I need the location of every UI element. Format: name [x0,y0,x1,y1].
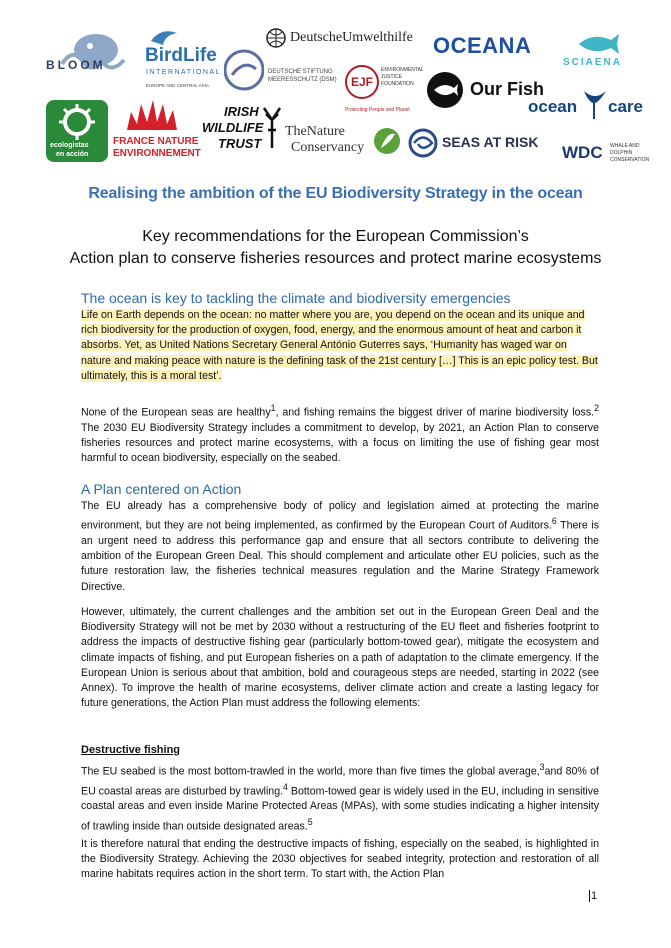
paragraph-destructive-2 [81,837,599,883]
paragraph-ocean-2 [81,401,599,466]
dsm-line-1: DEUTSCHE STIFTUNG [268,69,333,75]
sun-leaf-icon [46,102,108,142]
dsm-logo [224,47,344,97]
swirl-icon [408,128,438,158]
oceancare-word-a: ocean [528,97,578,116]
dsm-wave-icon [224,47,264,93]
section-heading-plan: A Plan centered on Action [81,481,242,497]
ejf-badge [345,65,379,99]
ejf-letters: EJF [350,75,373,89]
wdc-line-3: CONSERVATION [610,157,650,163]
ejf-tagline: Protecting People and Planet [345,107,410,113]
fish-circle-icon [426,71,464,109]
section-heading-ocean: The ocean is key to tackling the climate and biodiversity emergencies [81,290,511,306]
whale-tail-icon [582,87,608,121]
tnc-line-1: TheNature [285,124,345,139]
text-run: and 80% of EU coastal areas are disturbed by trawling. [81,765,599,798]
fne-line-2: ENVIRONNEMENT [113,148,201,159]
iwt-line-2: WILDLIFE [202,120,264,135]
tnc-line-2: Conservancy [291,140,365,155]
fne-line-1: FRANCE NATURE [113,136,199,147]
document-title: Realising the ambition of the EU Biodiversity Strategy in the ocean [88,185,583,202]
oceana-wordmark: OCEANA [433,33,532,58]
ejf-line-2: JUSTICE [381,74,402,80]
text-run: None of the European seas are healthy [81,406,271,419]
iwt-line-3: TRUST [218,136,262,151]
footnote-ref[interactable]: 6 [551,516,557,527]
fish-icon [577,32,621,56]
seasatrisk-wordmark: SEAS AT RISK [442,134,539,150]
oceancare-word-b: care [608,97,643,116]
ejf-logo [345,65,425,117]
birdlife-logo [143,27,221,89]
paragraph-plan-1 [81,499,599,595]
footnote-ref[interactable]: 2 [594,403,600,413]
footnote-ref[interactable]: 5 [307,816,313,827]
text-run: There is an urgent need to address this performance gap and ensure that all sectors contribute to delivering the ambition of the European Green Deal. This should complement and articulate other EU policies, such as the future restoration law, the fisheries technical measures regulation and the Marine Strategy Framework Directive. [81,519,599,593]
birdlife-wordmark: BirdLife [145,45,217,66]
hedgehog-icon [123,98,185,132]
tnc-logo [285,124,403,160]
wdc-line-2: DOLPHIN [610,150,633,156]
bloom-octopus-icon [42,30,130,80]
stag-icon [260,106,284,150]
paragraph-ocean-1-text: Life on Earth depends on the ocean: no matter where you are, you depend on the ocean and its unique and rich biodiversity for the production of oxygen, food, energy, and the enormous amount of heat and carbon it absorbs. Yet, as United Nations Secretary General António Guterres says, ‘Humanity has waged war on nature and making peace with nature is the defining task of the 21st century […] This is an epic policy test. But ultimately, this is a moral test’. [81,309,598,382]
birdlife-subtitle: INTERNATIONAL [146,69,221,76]
text-run: It is therefore natural that ending the destructive impacts of fishing, especially on the seabed, is highlighted in the Biodiversity Strategy. Achieving the 2030 objectives for seabed integrity, protection and restoration of all marine habitats requires action in the short term. To start with, the Action Plan [81,838,599,881]
footnote-ref[interactable]: 4 [283,781,288,792]
wdc-line-1: WHALE AND [610,143,640,149]
footnote-ref[interactable]: 3 [539,762,545,772]
sciaena-wordmark: SCIAENA [563,57,623,68]
bloom-logo [42,30,130,80]
oceana-logo [433,33,553,63]
page-number: 1 [591,890,598,902]
paragraph-plan-2 [81,605,599,711]
text-run: Bottom-towed gear is widely used in the EU, including in sensitive coastal areas and even inside Marine Protected Areas (MPAs), with some studies indicating a higher intensity of trawling inside than outside designated areas. [81,785,599,833]
ejf-line-3: FOUNDATION [381,81,414,87]
ecologistas-line-2: en acción [56,151,89,158]
footnote-ref[interactable]: 1 [270,403,276,413]
iwt-line-1: IRISH [224,104,259,119]
paragraph-destructive-1 [81,760,599,834]
ejf-line-1: ENVIRONMENTAL [381,67,424,73]
text-run: However, ultimately, the current challenges and the ambition set out in the European Green Deal and the Biodiversity Strategy will not be met by 2030 without a restructuring of the EU fleet and fisheries footprint to address the impacts of destructive fishing gear (particularly bottom-towed gear), mitigate the ecosystem and climate impacts of fishing, and put European fisheries on a path of adaptation to the climate emergency. If the European Union is serious about that ambition, bold and courageous steps are needed, starting in 2022 (see Annex). To improve the health of marine ecosystems, deliver climate action and create a lasting legacy for future generations, the Action Plan must address the following elements: [81,606,599,710]
text-run: The EU seabed is the most bottom-trawled in the world, more than five times the global average, [81,765,540,778]
fne-logo [113,98,201,164]
iwt-logo [200,104,284,160]
document-subtitle-line-2: Action plan to conserve fisheries resources and protect marine ecosystems [69,250,602,267]
wdc-wordmark: WDC [562,143,603,162]
subheading-destructive-fishing: Destructive fishing [81,744,181,756]
tnc-leaf-icon [373,126,401,156]
birdlife-region: EUROPE AND CENTRAL ASIA [146,83,209,88]
document-subtitle-line-1: Key recommendations for the European Commission’s [142,228,529,245]
ecologistas-logo [46,100,108,162]
wdc-logo [562,137,652,171]
text-run: , and fishing remains the biggest driver of marine biodiversity loss. [275,406,595,419]
globe-icon [266,28,286,48]
seasatrisk-logo [408,128,548,158]
ourfish-wordmark: Our Fish [470,79,545,99]
sciaena-logo [563,32,635,72]
bird-icon [149,27,179,47]
paragraph-ocean-1 [81,308,599,384]
text-run: The 2030 EU Biodiversity Strategy includes a commitment to develop, by 2021, an Action Plan to conserve fisheries resources and protect marine ecosystems, with a focus on limiting the use of fishing gear most harmful to ocean biodiversity, especially on the seabed. [81,421,599,465]
ecologistas-line-1: ecologistas [50,142,89,149]
dsm-line-2: MEERESSCHUTZ (DSM) [268,77,337,83]
text-run: The EU already has a comprehensive body of policy and legislation aimed at protecting the marine environment, but they are not being implemented, as confirmed by the European Court of Auditors. [81,500,599,532]
oceancare-logo [528,87,646,121]
duh-wordmark: DeutscheUmwelthilfe [290,30,413,45]
bloom-wordmark: BLOOM [46,58,106,72]
